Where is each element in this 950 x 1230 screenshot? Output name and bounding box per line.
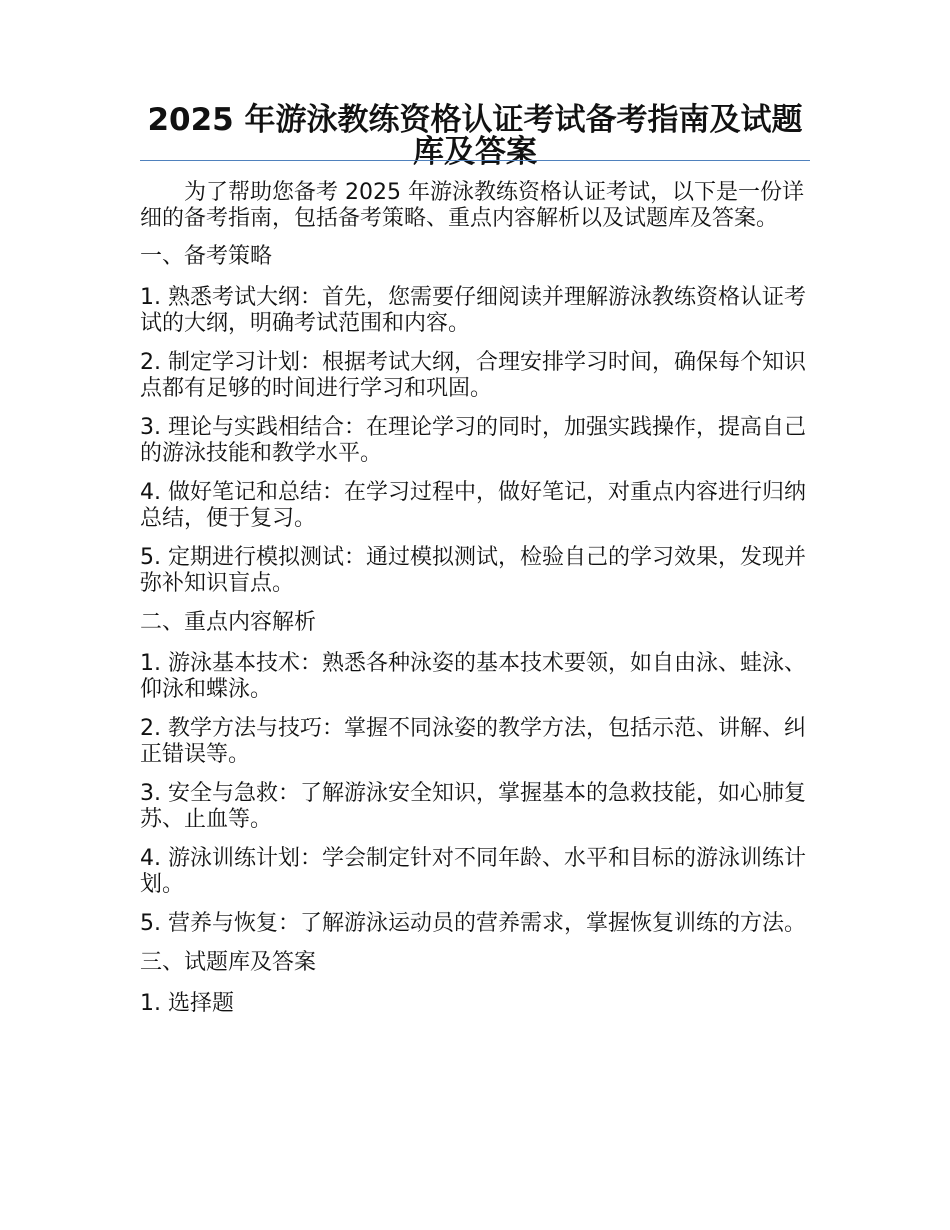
document-body [140,180,812,1030]
document-title: 2025 年游泳教练资格认证考试备考指南及试题库及答案 [147,102,803,170]
key-content-item: 1. 游泳基本技术：熟悉各种泳姿的基本技术要领，如自由泳、蛙泳、仰泳和蝶泳。 [140,651,806,702]
key-content-item: 2. 教学方法与技巧：掌握不同泳姿的教学方法，包括示范、讲解、纠正错误等。 [140,716,806,767]
section-heading-key-content: 二、重点内容解析 [140,610,317,635]
strategy-item: 2. 制定学习计划：根据考试大纲，合理安排学习时间，确保每个知识点都有足够的时间进行学习和巩固。 [140,350,806,401]
title-underline [140,160,810,161]
key-content-item: 5. 营养与恢复：了解游泳运动员的营养需求，掌握恢复训练的方法。 [140,911,806,936]
question-bank-item: 1. 选择题 [140,991,234,1016]
strategy-item: 4. 做好笔记和总结：在学习过程中，做好笔记，对重点内容进行归纳总结，便于复习。 [140,480,806,531]
section-heading-strategy: 一、备考策略 [140,244,273,269]
key-content-item: 3. 安全与急救：了解游泳安全知识，掌握基本的急救技能，如心肺复苏、止血等。 [140,781,806,832]
strategy-item: 5. 定期进行模拟测试：通过模拟测试，检验自己的学习效果，发现并弥补知识盲点。 [140,545,806,596]
strategy-item: 3. 理论与实践相结合：在理论学习的同时，加强实践操作，提高自己的游泳技能和教学水平。 [140,415,806,466]
strategy-item: 1. 熟悉考试大纲：首先，您需要仔细阅读并理解游泳教练资格认证考试的大纲，明确考试范围和内容。 [140,285,806,336]
key-content-item: 4. 游泳训练计划：学会制定针对不同年龄、水平和目标的游泳训练计划。 [140,846,806,897]
section-heading-question-bank: 三、试题库及答案 [140,950,317,975]
intro-paragraph: 为了帮助您备考 2025 年游泳教练资格认证考试，以下是一份详细的备考指南，包括备考策略、重点内容解析以及试题库及答案。 [140,180,804,231]
